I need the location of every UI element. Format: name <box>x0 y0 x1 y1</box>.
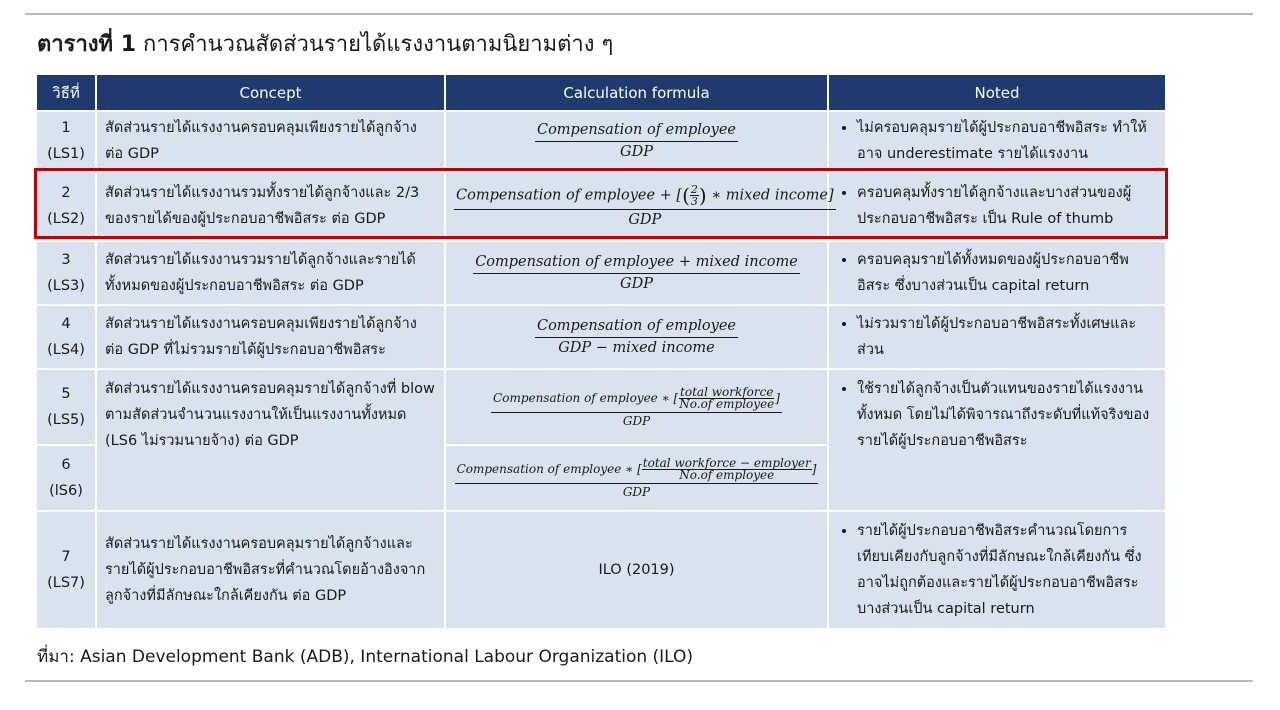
note-bullet: • ครอบคลุมรายได้ทั้งหมดของผู้ประกอบอาชีพอิสระ ซึ่งบางส่วนเป็น capital return <box>857 247 1157 299</box>
method-cell <box>36 111 96 171</box>
formula-denominator: GDP <box>622 484 651 499</box>
header-method: วิธีที่ <box>36 74 96 111</box>
formula-cell <box>445 171 834 241</box>
inner-numerator: 2 <box>690 182 698 196</box>
table-row-ls7 <box>36 511 1166 629</box>
formula-part-a: Compensation of employee ∗ [ <box>456 461 642 476</box>
table-title <box>37 30 613 60</box>
formula-cell <box>445 369 828 445</box>
formula-denominator: GDP <box>620 276 653 292</box>
formula-cell <box>445 445 828 511</box>
table-row-ls1 <box>36 111 1166 171</box>
concept-cell: สัดส่วนรายได้แรงงานครอบคลุมรายได้ลูกจ้างและรายได้ผู้ประกอบอาชีพอิสระที่คำนวณโดยอ้างอิงจากลูกจ้างที่มีลักษณะใกล้เคียงกัน ต่อ GDP <box>96 511 445 629</box>
method-cell <box>36 369 96 445</box>
header-concept: Concept <box>96 74 445 111</box>
note-bullet: • รายได้ผู้ประกอบอาชีพอิสระคำนวณโดยการเทียบเคียงกับลูกจ้างที่มีลักษณะใกล้เคียงกัน ซึ่งอาจไม่ถูกต้องและรายได้ผู้ประกอบอาชีพอิสระบางส่วนเป็น capital return <box>857 518 1157 622</box>
formula-denominator: GDP <box>628 211 662 228</box>
inner-denominator: No.of employee <box>679 396 775 411</box>
formula-fraction <box>455 455 819 499</box>
method-cell <box>36 171 96 241</box>
method-number: 5 <box>61 386 71 402</box>
formula-numerator <box>491 384 782 413</box>
concept-cell: สัดส่วนรายได้แรงงานครอบคลุมเพียงรายได้ลูกจ้าง ต่อ GDP ที่ไม่รวมรายได้ผู้ประกอบอาชีพอิสระ <box>96 305 445 369</box>
formula-part-a: Compensation of employee + [ <box>456 187 683 203</box>
inner-denominator: 3 <box>690 194 698 208</box>
formula-part-a: Compensation of employee ∗ [ <box>493 390 679 405</box>
note-bullet: • ครอบคลุมทั้งรายได้ลูกจ้างและบางส่วนของผู้ประกอบอาชีพอิสระ เป็น Rule of thumb <box>857 180 1157 232</box>
concept-cell: สัดส่วนรายได้แรงงานครอบคลุมรายได้ลูกจ้างที่ blow ตามสัดส่วนจำนวนแรงงานให้เป็นแรงงานทั้งหมด (LS6 ไม่รวมนายจ้าง) ต่อ GDP <box>96 369 445 511</box>
method-code: (lS6) <box>49 483 83 499</box>
paren-open: ( <box>682 183 690 207</box>
concept-cell: สัดส่วนรายได้แรงงานรวมทั้งรายได้ลูกจ้างและ 2/3 ของรายได้ของผู้ประกอบอาชีพอิสระ ต่อ GDP <box>96 171 445 241</box>
note-cell <box>828 111 1166 171</box>
formula-cell <box>445 111 828 171</box>
method-code: (LS2) <box>47 211 85 227</box>
formula-part-b: ] <box>775 390 780 405</box>
method-code: (LS5) <box>47 412 85 428</box>
labour-share-table <box>35 73 1167 630</box>
inner-fraction <box>690 184 699 207</box>
note-cell <box>828 241 1166 305</box>
formula-part-b: ∗ mixed income] <box>711 187 834 203</box>
formula-cell <box>445 241 828 305</box>
table-title-text: การคำนวณสัดส่วนรายได้แรงงานตามนิยามต่าง ๆ <box>143 32 614 57</box>
formula-denominator: GDP <box>622 413 651 428</box>
table-header-row <box>36 74 1166 111</box>
note-bullet: • ไม่ครอบคลุมรายได้ผู้ประกอบอาชีพอิสระ ทำให้อาจ underestimate รายได้แรงงาน <box>857 115 1157 167</box>
formula-part-b: ] <box>811 461 817 476</box>
inner-denominator: No.of employee <box>679 467 775 482</box>
note-cell <box>828 171 1166 241</box>
formula-cell <box>445 305 828 369</box>
concept-cell: สัดส่วนรายได้แรงงานรวมรายได้ลูกจ้างและรายได้ทั้งหมดของผู้ประกอบอาชีพอิสระ ต่อ GDP <box>96 241 445 305</box>
header-formula: Calculation formula <box>445 74 828 111</box>
method-number: 3 <box>61 252 71 268</box>
note-bullet: • ไม่รวมรายได้ผู้ประกอบอาชีพอิสระทั้งเศษและส่วน <box>857 311 1157 363</box>
formula-cell: ILO (2019) <box>445 511 828 629</box>
method-number: 6 <box>61 457 71 473</box>
method-code: (LS4) <box>47 342 85 358</box>
formula-fraction <box>473 253 800 293</box>
inner-numerator: total workforce − employer <box>642 455 811 470</box>
formula-fraction <box>535 317 738 357</box>
formula-numerator <box>455 455 819 484</box>
formula-denominator: GDP − mixed income <box>558 340 715 356</box>
inner-fraction <box>678 384 775 411</box>
concept-cell: สัดส่วนรายได้แรงงานครอบคลุมเพียงรายได้ลูกจ้าง ต่อ GDP <box>96 111 445 171</box>
method-cell <box>36 241 96 305</box>
note-cell <box>828 305 1166 369</box>
formula-numerator <box>454 184 836 210</box>
table-row-ls5 <box>36 369 1166 445</box>
method-number: 4 <box>61 316 71 332</box>
method-code: (LS1) <box>47 146 85 162</box>
table-title-label: ตารางที่ 1 <box>37 32 137 57</box>
formula-numerator: Compensation of employee <box>535 317 738 338</box>
method-code: (LS3) <box>47 278 85 294</box>
method-code: (LS7) <box>47 575 85 591</box>
method-number: 1 <box>61 120 71 136</box>
inner-numerator: total workforce <box>680 384 774 399</box>
note-cell <box>828 511 1166 629</box>
inner-fraction <box>642 455 812 482</box>
source-note: ที่มา: Asian Development Bank (ADB), International Labour Organization (ILO) <box>37 647 694 667</box>
formula-fraction <box>454 184 836 229</box>
formula-fraction <box>535 121 738 161</box>
method-number: 7 <box>61 549 71 565</box>
method-cell <box>36 511 96 629</box>
bottom-divider <box>25 680 1253 682</box>
table-row-ls3 <box>36 241 1166 305</box>
method-number: 2 <box>61 185 71 201</box>
note-bullet: • ใช้รายได้ลูกจ้างเป็นตัวแทนของรายได้แรงงานทั้งหมด โดยไม่ได้พิจารณาถึงระดับที่แท้จริงของรายได้ผู้ประกอบอาชีพอิสระ <box>857 376 1157 454</box>
header-noted: Noted <box>828 74 1166 111</box>
method-cell <box>36 305 96 369</box>
formula-denominator: GDP <box>620 144 653 160</box>
top-divider <box>25 13 1253 15</box>
paren-close: ) <box>698 183 707 207</box>
table-row-ls4 <box>36 305 1166 369</box>
formula-fraction <box>491 384 782 428</box>
formula-numerator: Compensation of employee + mixed income <box>473 253 800 274</box>
method-cell <box>36 445 96 511</box>
formula-numerator: Compensation of employee <box>535 121 738 142</box>
note-cell <box>828 369 1166 511</box>
table-row-ls2 <box>36 171 1166 241</box>
